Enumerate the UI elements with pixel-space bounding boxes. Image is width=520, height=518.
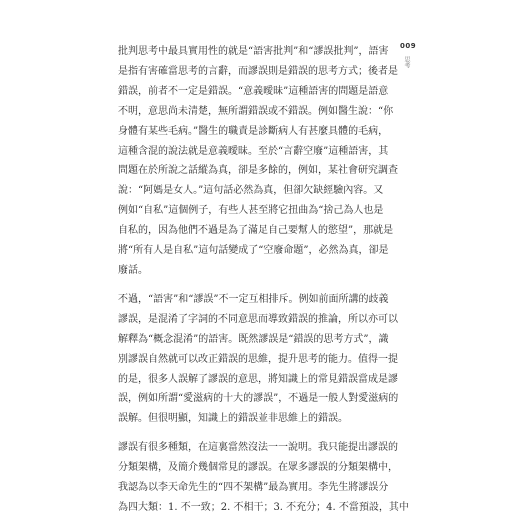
text-line: 批判思考中最具實用性的就是“語害批判”和“謬誤批判”，語害 <box>118 46 389 57</box>
text-line: 問題在於所說之話縱為真，卻是多餘的，例如，某社會研究調查 <box>118 165 398 177</box>
text-line: 誤解。但很明顯，知識上的錯誤並非思維上的錯誤。 <box>118 413 348 425</box>
text-line: 將“所有人是自私”這句話變成了“空廢命題”，必然為真，卻是 <box>118 245 389 257</box>
text-line: 我認為以李天命先生的“四不架構”最為實用。李先生將謬誤分 <box>118 482 389 494</box>
text-line: 別謬誤自然就可以改正錯誤的思維，提升思考的能力。值得一提 <box>118 353 398 365</box>
text-line: 的是，很多人誤解了謬誤的意思，將知識上的常見錯誤當成是謬 <box>118 373 398 385</box>
text-line: 錯誤，前者不一定是錯誤。“意義曖昧”這種語害的問題是語意 <box>118 85 389 97</box>
text-line: 自私的，因為他們不過是為了滿足自己要幫人的慾望”，那就是 <box>118 225 394 237</box>
text-line: 不明，意思尚未清楚，無所謂錯誤或不錯誤。例如醫生說：“你 <box>118 105 394 117</box>
paragraph-1 <box>118 42 398 281</box>
text-line: 為四大類：1. 不一致；2. 不相干；3. 不充分；4. 不當預設，其中 <box>118 501 409 513</box>
text-line: 謬誤，是混淆了字詞的不同意思而導致錯誤的推論，所以亦可以 <box>118 313 398 325</box>
paragraph-2 <box>118 290 399 429</box>
text-line: 誤，例如所謂“愛滋病的十大的謬誤”，不過是一般人對愛滋病的 <box>118 393 399 405</box>
running-head: 思考 <box>403 56 410 68</box>
text-line: 謬誤有很多種類，在這裏當然沒法一一說明。我只能提出謬誤的 <box>118 442 398 454</box>
paragraph-3 <box>118 438 409 518</box>
text-line: 是指有害確當思考的言辭，而謬誤則是錯誤的思考方式；後者是 <box>118 65 398 77</box>
text-line: 解釋為“概念混淆”的語害。既然謬誤是“錯誤的思考方式”，識 <box>118 333 389 345</box>
text-line: 這種含混的說法就是意義曖昧。至於“言辭空廢”這種語害，其 <box>118 145 389 157</box>
text-line: 廢話。 <box>118 264 148 276</box>
text-line: 分類架構，及簡介幾個常見的謬誤。在眾多謬誤的分類架構中， <box>118 462 398 474</box>
text-line: 說：“阿媽是女人。”這句話必然為真，但卻欠缺經驗內容。又 <box>118 185 384 197</box>
text-line: 身體有某些毛病。”醫生的職責是診斷病人有甚麼具體的毛病， <box>118 125 389 137</box>
text-line: 例如“自私”這個例子，有些人甚至將它扭曲為“捨己為人也是 <box>118 205 384 217</box>
page-number: 009 <box>400 42 417 50</box>
text-line: 不過，“語害”和“謬誤”不一定互相排斥。例如前面所講的歧義 <box>118 293 389 305</box>
